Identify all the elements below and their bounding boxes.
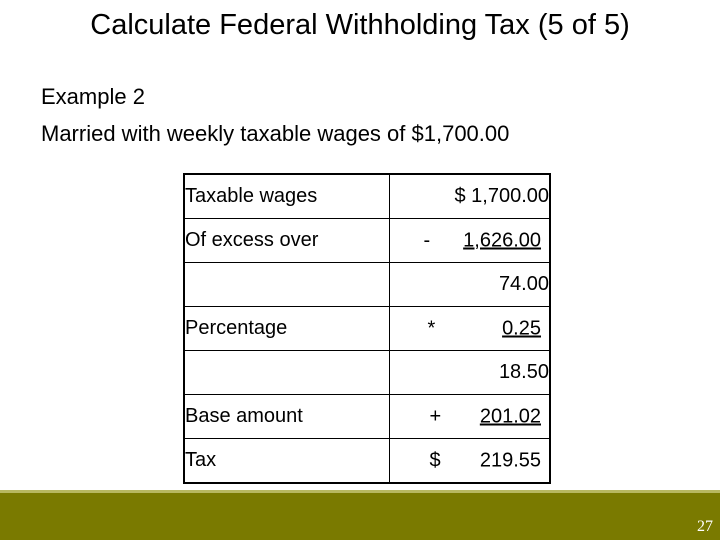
row-label-excess-over: Of excess over — [184, 219, 389, 263]
row-label-percentage: Percentage — [184, 307, 389, 351]
value-base-amount: 201.02 — [479, 405, 541, 427]
footer-bar — [0, 490, 720, 540]
row-label-empty — [184, 263, 389, 307]
plus-operator: + — [429, 405, 442, 427]
table-row — [184, 263, 550, 307]
table-row — [184, 307, 550, 351]
table-row — [184, 395, 550, 439]
example-label: Example 2 — [41, 84, 145, 109]
table-row — [184, 219, 550, 263]
example-description: Married with weekly taxable wages of $1,700.00 — [41, 121, 510, 146]
value-taxable-wages: $ 1,700.00 — [389, 174, 550, 219]
row-label-base-amount: Base amount — [184, 395, 389, 439]
value-tax: 219.55 — [479, 449, 541, 471]
row-label-empty — [184, 351, 389, 395]
dollar-sign: $ — [429, 449, 441, 471]
table-row — [184, 174, 550, 219]
value-excess-over: 1,626.00 — [463, 229, 541, 251]
row-label-tax: Tax — [184, 439, 389, 484]
value-percentage: 0.25 — [502, 317, 541, 339]
value-difference: 74.00 — [389, 263, 550, 307]
value-cell-base-amount — [389, 395, 550, 439]
value-cell-tax — [389, 439, 550, 484]
footer-accent-line — [0, 490, 720, 493]
slide-title: Calculate Federal Withholding Tax (5 of 5) — [90, 9, 630, 41]
withholding-calculation-table — [183, 173, 551, 484]
row-label-taxable-wages: Taxable wages — [184, 174, 389, 219]
table-row — [184, 351, 550, 395]
value-cell-excess-over — [389, 219, 550, 263]
table-row — [184, 439, 550, 484]
value-cell-percentage — [389, 307, 550, 351]
minus-operator: - — [423, 229, 431, 251]
value-percentage-result: 18.50 — [389, 351, 550, 395]
multiply-operator: * — [427, 317, 436, 339]
slide-number: 27 — [697, 518, 713, 535]
